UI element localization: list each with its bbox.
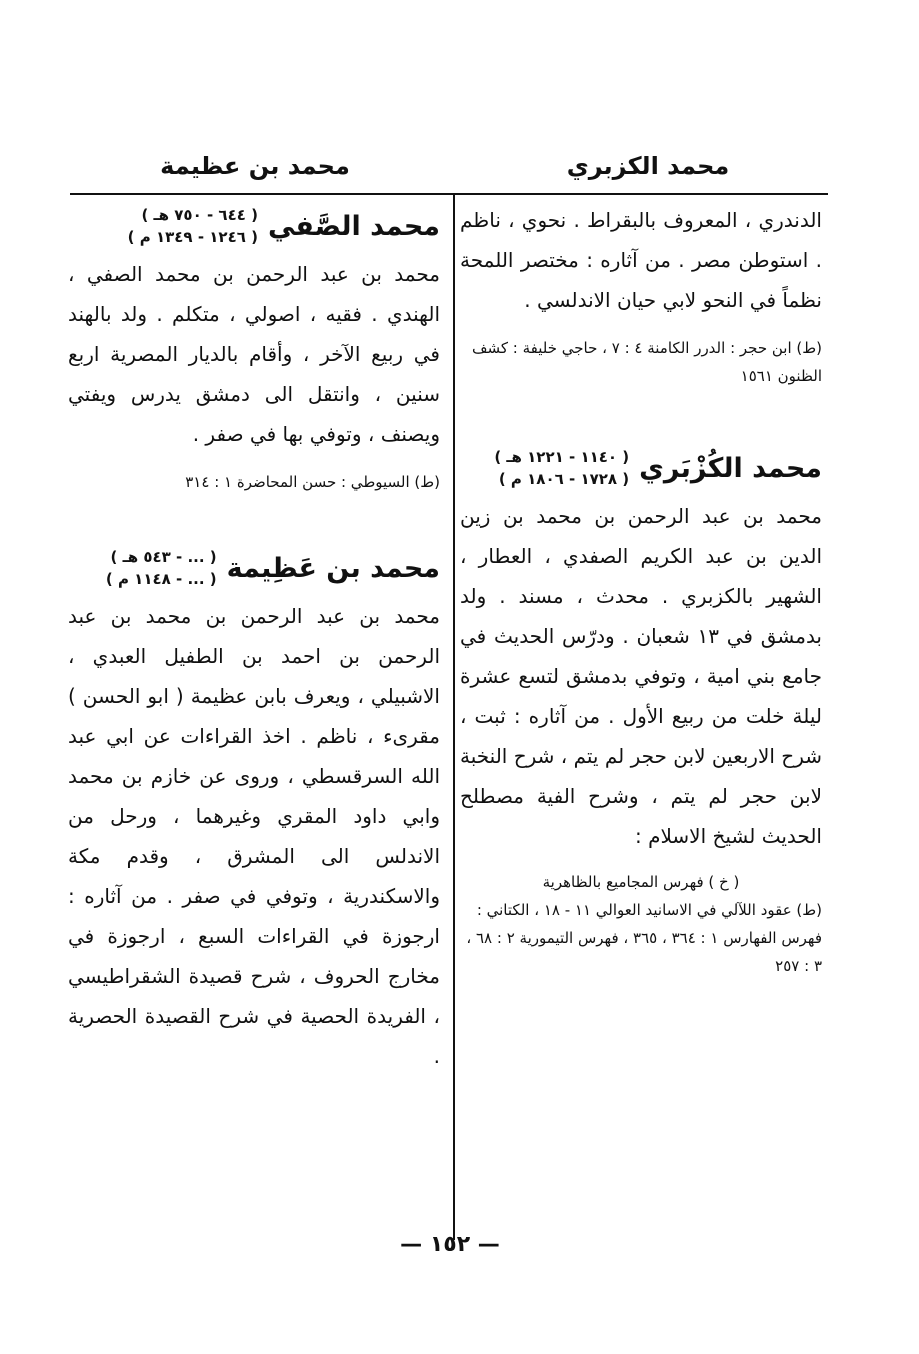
entry-ref-manuscript: ( خ ) فهرس المجاميع بالظاهرية (542, 873, 740, 891)
entry-dates (106, 546, 217, 590)
right-column (460, 200, 822, 980)
entry-name: محمد بن عَظِيمة (226, 552, 440, 584)
entry-name: محمد الصَّفي (267, 210, 440, 242)
entry-body: محمد بن عبد الرحمن بن محمد بن زين الدين بن عبد الكريم الصفدي ، العطار ، الشهير بالكزبري . محدث ، مسند . ولد بدمشق في ١٣ شعبان . ودرّس الحديث في جامع بني امية ، وتوفي بدمشق لتسع عشرة ليلة خلت من ربيع الأول . من آثاره : ثبت ، شرح الاربعين لابن حجر لم يتم ، شرح النخبة لابن حجر لم يتم ، وشرح الفية مصطلح الحديث لشيخ الاسلام : (460, 504, 823, 848)
entry-heading-azima (68, 546, 440, 590)
dates-gregorian: ( ١٢٤٦ - ١٣٤٩ م ) (127, 228, 258, 246)
entry-dates (128, 204, 258, 248)
entry-continuation-ref: (ط) ابن حجر : الدرر الكامنة ٤ : ٧ ، حاجي خليفة : كشف الظنون ١٥٦١ (471, 339, 822, 385)
column-divider (453, 195, 455, 1240)
entry-continuation-text: الدندري ، المعروف بالبقراط . نحوي ، ناظم . استوطن مصر . من آثاره : مختصر اللمحة نظماً في النحو لابي حيان الاندلسي . (460, 208, 822, 312)
running-header-left: محمد بن عظيمة (160, 152, 350, 180)
dates-hijri: ( ... - ٥٤٣ هـ ) (110, 548, 217, 566)
dates-gregorian: ( ... - ١١٤٨ م ) (105, 570, 217, 588)
entry-name: محمد الكُزْبَري (639, 452, 822, 484)
entry-ref-printed: (ط) عقود اللآلي في الاسانيد العوالي ١١ - ١٨ ، الكتاني : فهرس الفهارس ١ : ٣٦٤ ، ٣٦٥ ، فهرس التيمورية ٢ : ٦٨ ، ٣ : ٢٥٧ (466, 901, 822, 975)
left-column (68, 200, 440, 1076)
entry-body: محمد بن عبد الرحمن بن محمد الصفي ، الهندي . فقيه ، اصولي ، متكلم . ولد بالهند في ربيع الآخر ، وأقام بالديار المصرية اربع سنين ، وانتقل الى دمشق يدرس ويفتي ويصنف ، وتوفي بها في صفر . (68, 262, 440, 446)
page-number: — ١٥٢ — (400, 1232, 500, 1257)
entry-heading-kuzbari (460, 446, 822, 490)
running-header-right: محمد الكزبري (566, 152, 730, 180)
dates-gregorian: ( ١٧٢٨ - ١٨٠٦ م ) (498, 470, 630, 488)
entry-dates (494, 446, 629, 490)
dates-hijri: ( ٦٤٤ - ٧٥٠ هـ ) (141, 206, 258, 224)
entry-body: محمد بن عبد الرحمن بن محمد بن عبد الرحمن بن احمد بن الطفيل العبدي ، الاشبيلي ، ويعرف بابن عظيمة ( ابو الحسن ) مقرىء ، ناظم . اخذ القراءات عن ابي عبد الله السرقسطي ، وروى عن خازم بن محمد وابي داود المقري وغيرهما ، ورحل من الاندلس الى المشرق ، وقدم مكة والاسكندرية ، وتوفي في صفر . من آثاره : ارجوزة في القراءات السبع ، ارجوزة في مخارج الحروف ، شرح قصيدة الشقراطيسي ، الفريدة الحصية في شرح القصيدة الحصرية . (68, 604, 440, 1068)
entry-heading-safi (68, 204, 440, 248)
header-rule (70, 193, 828, 195)
entry-ref: (ط) السيوطي : حسن المحاضرة ١ : ٣١٤ (185, 473, 440, 491)
dates-hijri: ( ١١٤٠ - ١٢٢١ هـ ) (494, 448, 630, 466)
